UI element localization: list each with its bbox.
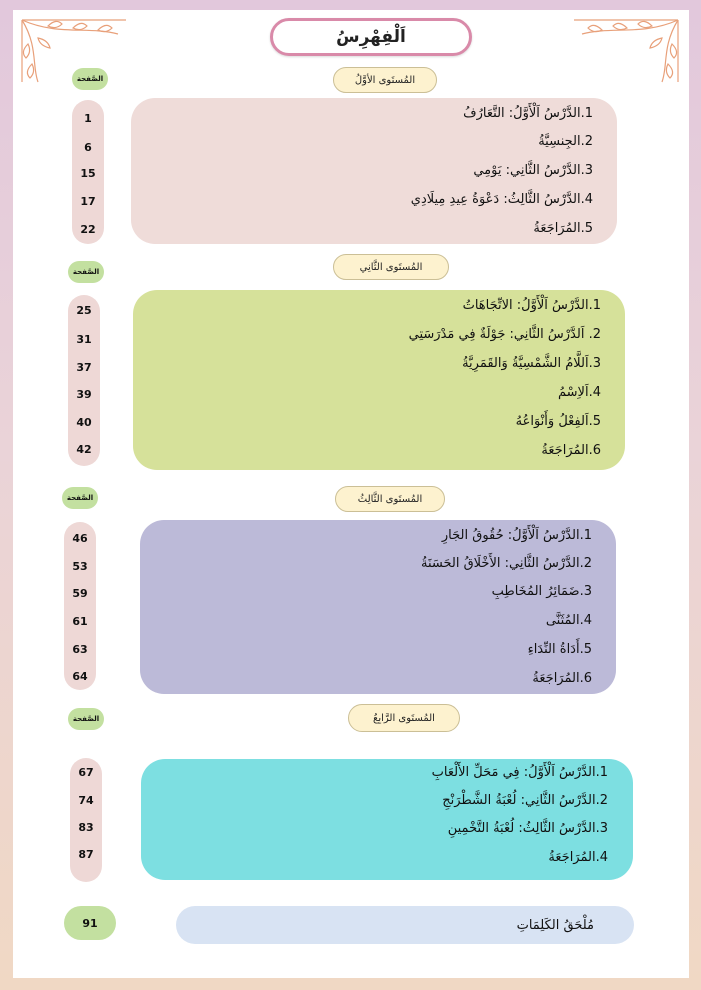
annex-item[interactable]	[176, 906, 634, 944]
page-number: 83	[78, 821, 94, 834]
level-4-heading: المُستَوى الرَّابِعُ	[348, 704, 460, 732]
page-number: 31	[76, 333, 92, 346]
page-number: 63	[72, 643, 88, 656]
level-3-lessons	[140, 520, 616, 694]
corner-ornament-right	[570, 16, 682, 86]
page-number: 15	[80, 167, 96, 180]
lesson-item[interactable]: 2.الدَّرْسُ الثَّانِي: الأَخْلَاقُ الحَسَنَةُ	[420, 556, 592, 571]
page-number: 1	[84, 112, 92, 125]
lesson-item[interactable]: 3.الدَّرْسُ الثَّانِي: يَوْمِي	[473, 163, 593, 178]
lesson-item[interactable]: 4.المُثَنَّى	[545, 613, 592, 628]
lesson-item[interactable]: 6.المُرَاجَعَةُ	[532, 671, 592, 686]
page-number-column	[72, 100, 104, 244]
page-number-column	[64, 522, 96, 690]
lesson-item[interactable]: 5.أَدَاةُ النِّدَاءِ	[527, 642, 592, 657]
lesson-item[interactable]: 1.الدَّرْسُ اَلْأَوَّلُ: التَّعَارُفُ	[463, 106, 593, 121]
page-number-column	[70, 758, 102, 882]
lesson-item[interactable]: 2.الدَّرْسُ الثَّانِي: لُعْبَةُ الشَّطْرَنْجِ	[442, 793, 608, 808]
page-number: 59	[72, 587, 88, 600]
lesson-item[interactable]: 4.اَلاِسْمُ	[558, 385, 601, 400]
page-label-badge: الصَّفحة	[62, 487, 98, 509]
level-2-lessons	[133, 290, 625, 470]
page-label-badge: الصَّفحة	[72, 68, 108, 90]
lesson-item[interactable]: 2.الجِنسِيَّةُ	[538, 134, 593, 149]
lesson-item[interactable]: 4.المُرَاجَعَةُ	[548, 850, 608, 865]
page-number: 25	[76, 304, 92, 317]
lesson-item[interactable]: 5.اَلفِعْلُ وَأَنْوَاعُهُ	[515, 414, 601, 429]
page-number: 64	[72, 670, 88, 683]
page-number: 67	[78, 766, 94, 779]
level-3-heading: المُستَوى الثَّالِثُ	[335, 486, 445, 512]
page-number: 6	[84, 141, 92, 154]
lesson-item[interactable]: 3.الدَّرْسُ الثَّالِثُ: لُعْبَةُ التَّخْمِينِ	[447, 821, 608, 836]
level-4-lessons	[141, 759, 633, 880]
lesson-item[interactable]: 5.المُرَاجَعَةُ	[533, 221, 593, 236]
page-number: 37	[76, 361, 92, 374]
lesson-item[interactable]: 2. اَلدَّرْسُ الثَّانِي: جَوْلَةٌ فِي مَدْرَسَتِي	[408, 327, 601, 342]
page-number: 61	[72, 615, 88, 628]
level-2-heading: المُستَوى الثَّانِي	[333, 254, 449, 280]
lesson-item[interactable]: 1.الدَّرْسُ اَلْأَوَّلُ: الاتِّجَاهَاتُ	[462, 298, 601, 313]
page-number: 39	[76, 388, 92, 401]
page-title: اَلْفِهْرِسُ	[270, 18, 472, 56]
page-label-badge: الصَّفحة	[68, 708, 104, 730]
lesson-item[interactable]: 6.المُرَاجَعَةُ	[541, 443, 601, 458]
page-number: 42	[76, 443, 92, 456]
level-1-heading: المُستَوى الأوَّلُ	[333, 67, 437, 93]
page-number: 40	[76, 416, 92, 429]
annex-page-number: 91	[64, 906, 116, 940]
lesson-item[interactable]: 3.اَللَّامُ الشَّمْسِيَّةُ وَالقَمَرِيَّةُ	[462, 356, 601, 371]
annex-label: مُلْحَقُ الكَلِمَاتِ	[516, 917, 594, 933]
page-number: 22	[80, 223, 96, 236]
page-number-column	[68, 295, 100, 466]
page-label-badge: الصَّفحة	[68, 261, 104, 283]
lesson-item[interactable]: 1.الدَّرْسُ اَلْأَوَّلُ: فِي مَحَلِّ الأَلْعَابِ	[431, 765, 608, 780]
page-number: 46	[72, 532, 88, 545]
page-number: 17	[80, 195, 96, 208]
lesson-item[interactable]: 1.الدَّرْسُ اَلْأَوَّلُ: حُقُوقُ الجَارِ	[441, 528, 592, 543]
page-number: 74	[78, 794, 94, 807]
lesson-item[interactable]: 3.ضَمَائِرُ المُخَاطِبِ	[491, 584, 592, 599]
level-1-lessons	[131, 98, 617, 244]
page-number: 53	[72, 560, 88, 573]
page-number: 87	[78, 848, 94, 861]
lesson-item[interactable]: 4.الدَّرْسُ الثَّالِثُ: دَعْوَةُ عِيدِ مِيلَادِي	[410, 192, 593, 207]
